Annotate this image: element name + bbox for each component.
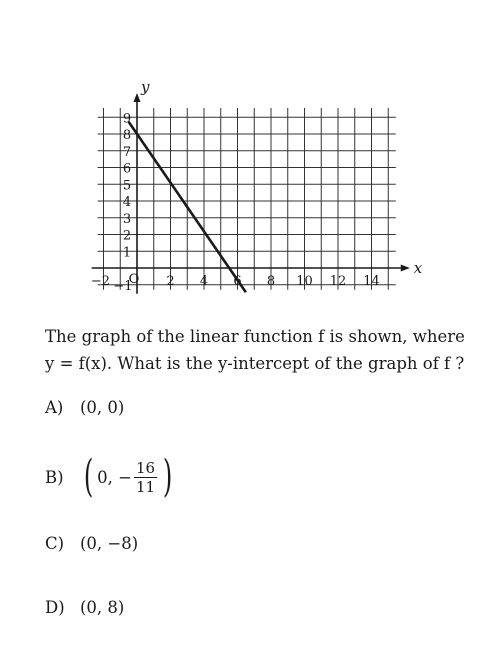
linear-function-graph bbox=[0, 0, 487, 310]
question-line-2: y = f(x). What is the y-intercept of the graph of f ? bbox=[45, 354, 465, 373]
right-paren: ) bbox=[162, 451, 173, 502]
x-tick-label: 12 bbox=[329, 274, 347, 289]
x-tick-label: 6 bbox=[233, 274, 242, 289]
tick-labels bbox=[91, 78, 423, 294]
x-tick-label: 8 bbox=[266, 274, 276, 289]
choice-d-text: (0, 8) bbox=[80, 598, 125, 617]
origin-label: O bbox=[128, 272, 140, 287]
choice-b-numerator: 16 bbox=[136, 458, 156, 477]
y-axis-arrow bbox=[134, 93, 141, 102]
choice-d-letter: D) bbox=[45, 598, 65, 617]
choice-a-text: (0, 0) bbox=[80, 398, 125, 417]
x-tick-label: 2 bbox=[166, 274, 175, 289]
y-tick-label: 2 bbox=[122, 228, 132, 244]
axes bbox=[92, 93, 410, 294]
left-paren: ( bbox=[83, 451, 94, 502]
choice-b-fraction bbox=[134, 459, 157, 496]
choice-b-letter: B) bbox=[45, 467, 64, 487]
y-tick-label: 5 bbox=[122, 178, 132, 194]
choice-b[interactable] bbox=[45, 451, 176, 502]
choice-d[interactable] bbox=[45, 598, 124, 617]
y-tick-label: 3 bbox=[122, 211, 132, 227]
choice-b-prefix: 0, − bbox=[97, 467, 132, 487]
y-axis-label: y bbox=[141, 78, 150, 97]
y-tick-label: 7 bbox=[122, 144, 132, 160]
choice-c-text: (0, −8) bbox=[80, 534, 139, 553]
y-tick-label: 6 bbox=[122, 161, 132, 177]
x-axis-arrow bbox=[401, 265, 410, 272]
choice-b-denominator: 11 bbox=[136, 477, 156, 496]
x-tick-label: 4 bbox=[199, 274, 209, 289]
question-line-1: The graph of the linear function f is shown, where bbox=[45, 327, 465, 346]
choice-a-letter: A) bbox=[45, 398, 64, 417]
grid-lines bbox=[98, 108, 396, 290]
y-tick-label: 9 bbox=[122, 111, 132, 127]
x-tick-label: −2 bbox=[90, 274, 111, 289]
y-tick-label: 4 bbox=[122, 195, 132, 210]
choice-b-expression bbox=[80, 451, 176, 502]
choice-c-letter: C) bbox=[45, 534, 65, 553]
y-tick-label: 8 bbox=[122, 128, 132, 143]
choice-a[interactable] bbox=[45, 398, 124, 417]
y-tick-label: −1 bbox=[113, 278, 133, 294]
choice-c[interactable] bbox=[45, 534, 138, 553]
question-text bbox=[45, 323, 465, 377]
x-tick-label: 10 bbox=[296, 274, 313, 289]
x-axis-label: x bbox=[413, 259, 423, 277]
x-tick-label: 14 bbox=[363, 274, 380, 289]
y-tick-label: 1 bbox=[122, 245, 132, 261]
